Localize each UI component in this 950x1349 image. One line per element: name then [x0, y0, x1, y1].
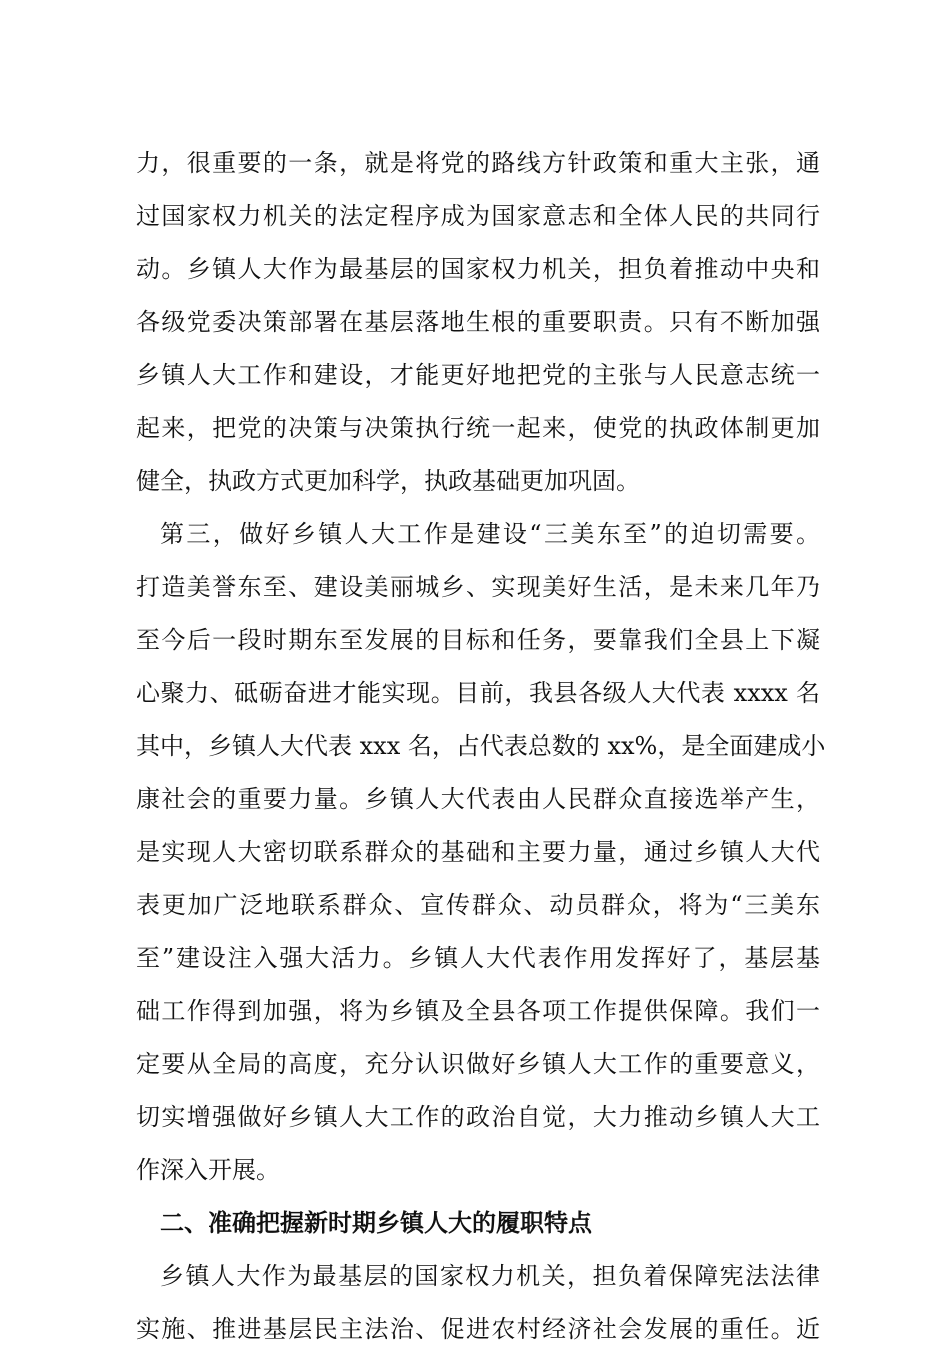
paragraph-line: 表更加广泛地联系群众、宣传群众、动员群众，将为“三美东: [136, 891, 820, 919]
paragraph-line: 乡镇人大作为最基层的国家权力机关，担负着保障宪法法律: [160, 1262, 820, 1290]
paragraph-line: 是实现人大密切联系群众的基础和主要力量，通过乡镇人大代: [136, 838, 820, 866]
paragraph-line: 其中，乡镇人大代表 xxx 名，占代表总数的 xx%，是全面建成小: [136, 732, 826, 760]
paragraph-line: 第三，做好乡镇人大工作是建设“三美东至”的迫切需要。: [160, 520, 820, 548]
paragraph-line: 实施、推进基层民主法治、促进农村经济社会发展的重任。近: [136, 1315, 820, 1343]
paragraph-line: 定要从全局的高度，充分认识做好乡镇人大工作的重要意义，: [136, 1050, 820, 1078]
paragraph-line: 过国家权力机关的法定程序成为国家意志和全体人民的共同行: [136, 202, 820, 230]
section-heading: 二、准确把握新时期乡镇人大的履职特点: [160, 1209, 592, 1237]
paragraph-line: 至今后一段时期东至发展的目标和任务，要靠我们全县上下凝: [136, 626, 820, 654]
paragraph-line: 动。乡镇人大作为最基层的国家权力机关，担负着推动中央和: [136, 255, 820, 283]
paragraph-line: 至”建设注入强大活力。乡镇人大代表作用发挥好了，基层基: [136, 944, 820, 972]
paragraph-line: 心聚力、砥砺奋进才能实现。目前，我县各级人大代表 xxxx 名: [136, 679, 820, 707]
paragraph-line: 健全，执政方式更加科学，执政基础更加巩固。: [136, 467, 640, 495]
paragraph-line: 切实增强做好乡镇人大工作的政治自觉，大力推动乡镇人大工: [136, 1103, 820, 1131]
paragraph-line: 力，很重要的一条，就是将党的路线方针政策和重大主张，通: [136, 149, 820, 177]
paragraph-line: 础工作得到加强，将为乡镇及全县各项工作提供保障。我们一: [136, 997, 820, 1025]
paragraph-line: 各级党委决策部署在基层落地生根的重要职责。只有不断加强: [136, 308, 820, 336]
paragraph-line: 康社会的重要力量。乡镇人大代表由人民群众直接选举产生，: [136, 785, 820, 813]
paragraph-line: 作深入开展。: [136, 1156, 280, 1184]
paragraph-line: 乡镇人大工作和建设，才能更好地把党的主张与人民意志统一: [136, 361, 820, 389]
paragraph-line: 起来，把党的决策与决策执行统一起来，使党的执政体制更加: [136, 414, 820, 442]
paragraph-line: 打造美誉东至、建设美丽城乡、实现美好生活，是未来几年乃: [136, 573, 820, 601]
